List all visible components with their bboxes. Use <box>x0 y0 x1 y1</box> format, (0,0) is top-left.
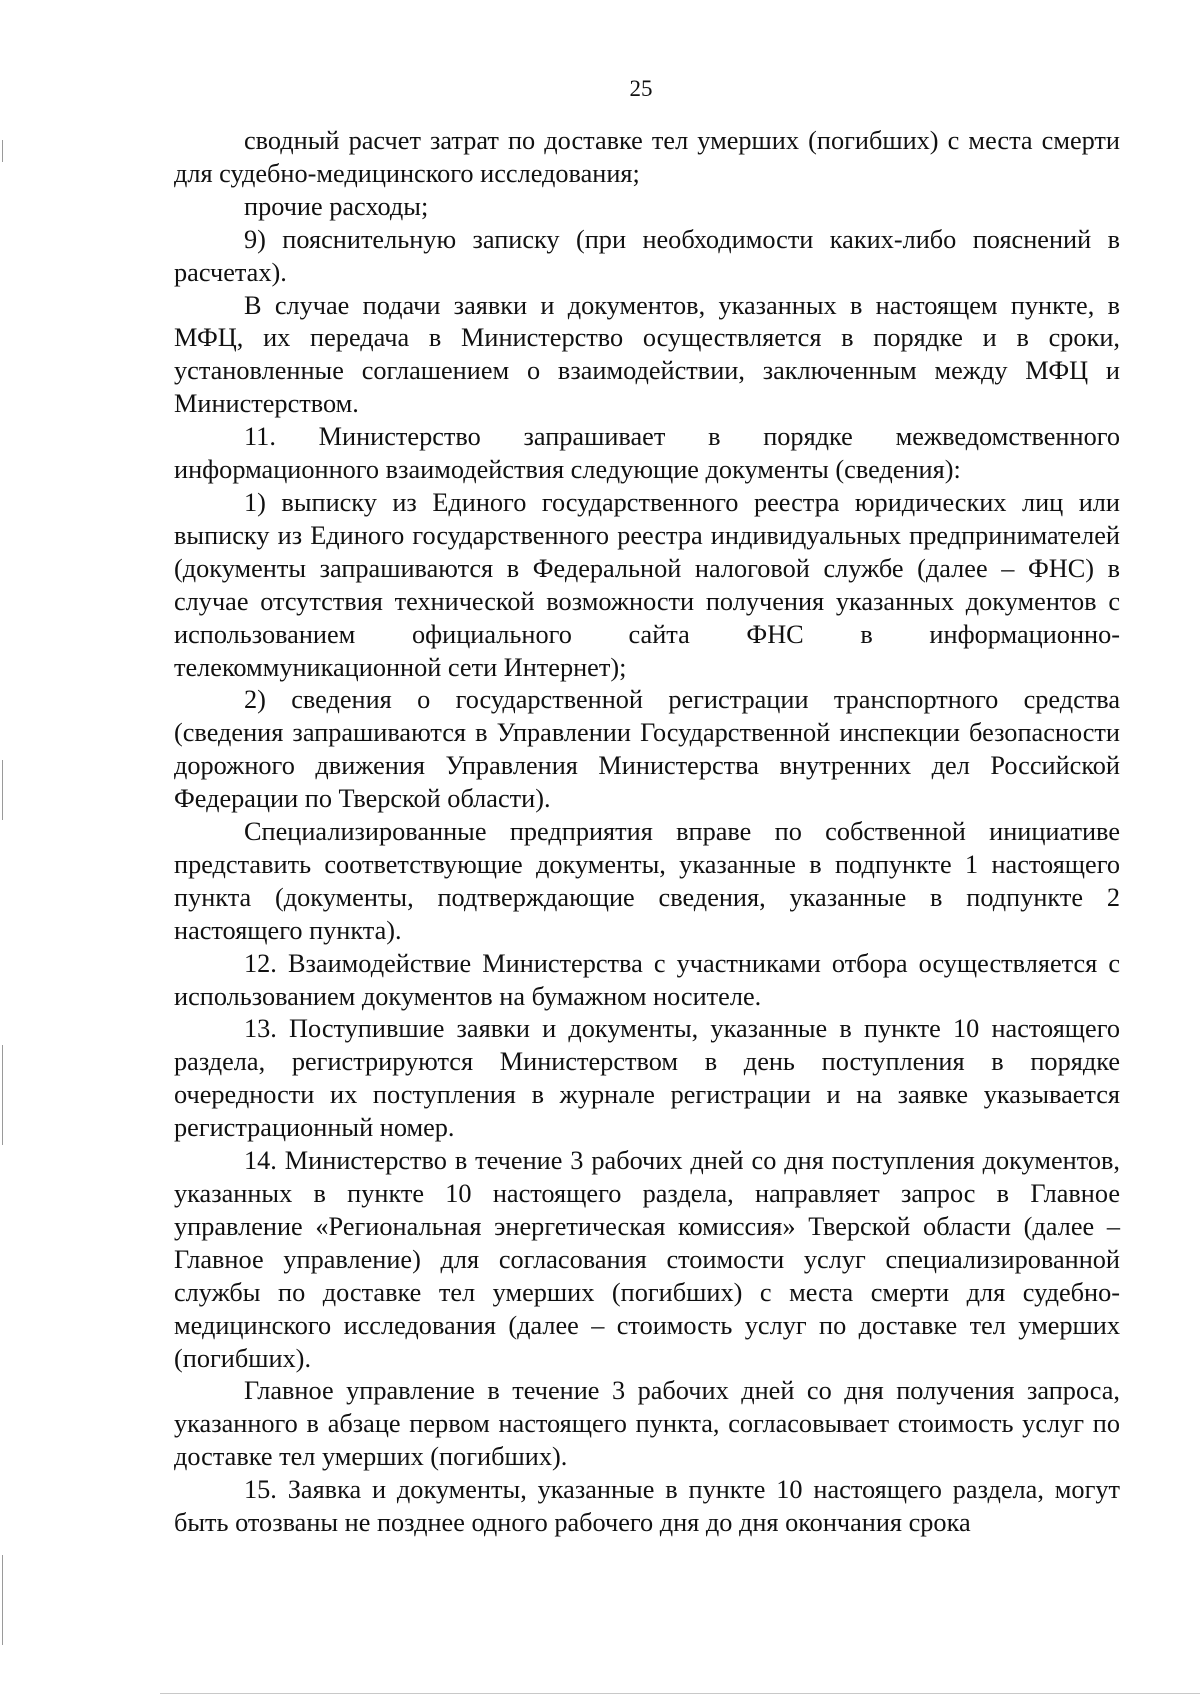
paragraph: сводный расчет затрат по доставке тел умерших (погибших) с места смерти для судебно-медицинского исследования; <box>174 126 1120 188</box>
scan-artifact <box>2 760 3 820</box>
paragraph: 2) сведения о государственной регистрации транспортного средства (сведения запрашиваются в Управлении Государственной инспекции безопасности дорожного движения Управления Министерства внутренних дел Российской Федерации по Тверской области). <box>174 685 1120 814</box>
paragraph: 9) пояснительную записку (при необходимости каких-либо пояснений в расчетах). <box>174 224 1120 287</box>
scan-artifact <box>160 1693 1200 1694</box>
paragraph: 15. Заявка и документы, указанные в пункте 10 настоящего раздела, могут быть отозваны не позднее одного рабочего дня до дня окончания срока <box>174 1475 1120 1538</box>
page-number: 25 <box>629 76 653 101</box>
scan-artifact <box>2 140 3 162</box>
scan-artifact <box>2 1555 3 1645</box>
paragraph: 1) выписку из Единого государственного реестра юридических лиц или выписку из Единого государственного реестра индивидуальных предпринимателей (документы запрашиваются в Федеральной налоговой службе (далее – ФНС) в случае отсутствия технической возможности получения указанных документов с использованием официального сайта ФНС в информационно-телекоммуникационной сети Интернет); <box>174 487 1120 682</box>
paragraph: 12. Взаимодействие Министерства с участниками отбора осуществляется с использованием документов на бумажном носителе. <box>174 948 1120 1011</box>
paragraph: 13. Поступившие заявки и документы, указанные в пункте 10 настоящего раздела, регистрируются Министерством в день поступления в порядке очередности их поступления в журнале регистрации и на заявке указывается регистрационный номер. <box>174 1014 1120 1143</box>
paragraph: В случае подачи заявки и документов, указанных в настоящем пункте, в МФЦ, их передача в Министерство осуществляется в порядке и в сроки, установленные соглашением о взаимодействии, заключенным между МФЦ и Министерством. <box>174 290 1120 419</box>
paragraph: прочие расходы; <box>244 191 429 221</box>
paragraph: 14. Министерство в течение 3 рабочих дней со дня поступления документов, указанных в пункте 10 настоящего раздела, направляет запрос в Главное управление «Региональная энергетическая комиссия» Тверской области (далее – Главное управление) для согласования стоимости услуг специализированной службы по доставке тел умерших (погибших) с места смерти для судебно-медицинского исследования (далее – стоимость услуг по доставке тел умерших (погибших). <box>174 1146 1120 1373</box>
document-body <box>174 125 1120 1540</box>
paragraph: Главное управление в течение 3 рабочих дней со дня получения запроса, указанного в абзаце первом настоящего пункта, согласовывает стоимость услуг по доставке тел умерших (погибших). <box>174 1376 1120 1472</box>
scan-artifact <box>2 1045 3 1145</box>
paragraph: 11. Министерство запрашивает в порядке межведомственного информационного взаимодействия следующие документы (сведения): <box>174 422 1120 485</box>
paragraph: Специализированные предприятия вправе по собственной инициативе представить соответствующие документы, указанные в подпункте 1 настоящего пункта (документы, подтверждающие сведения, указанные в подпункте 2 настоящего пункта). <box>174 817 1120 945</box>
